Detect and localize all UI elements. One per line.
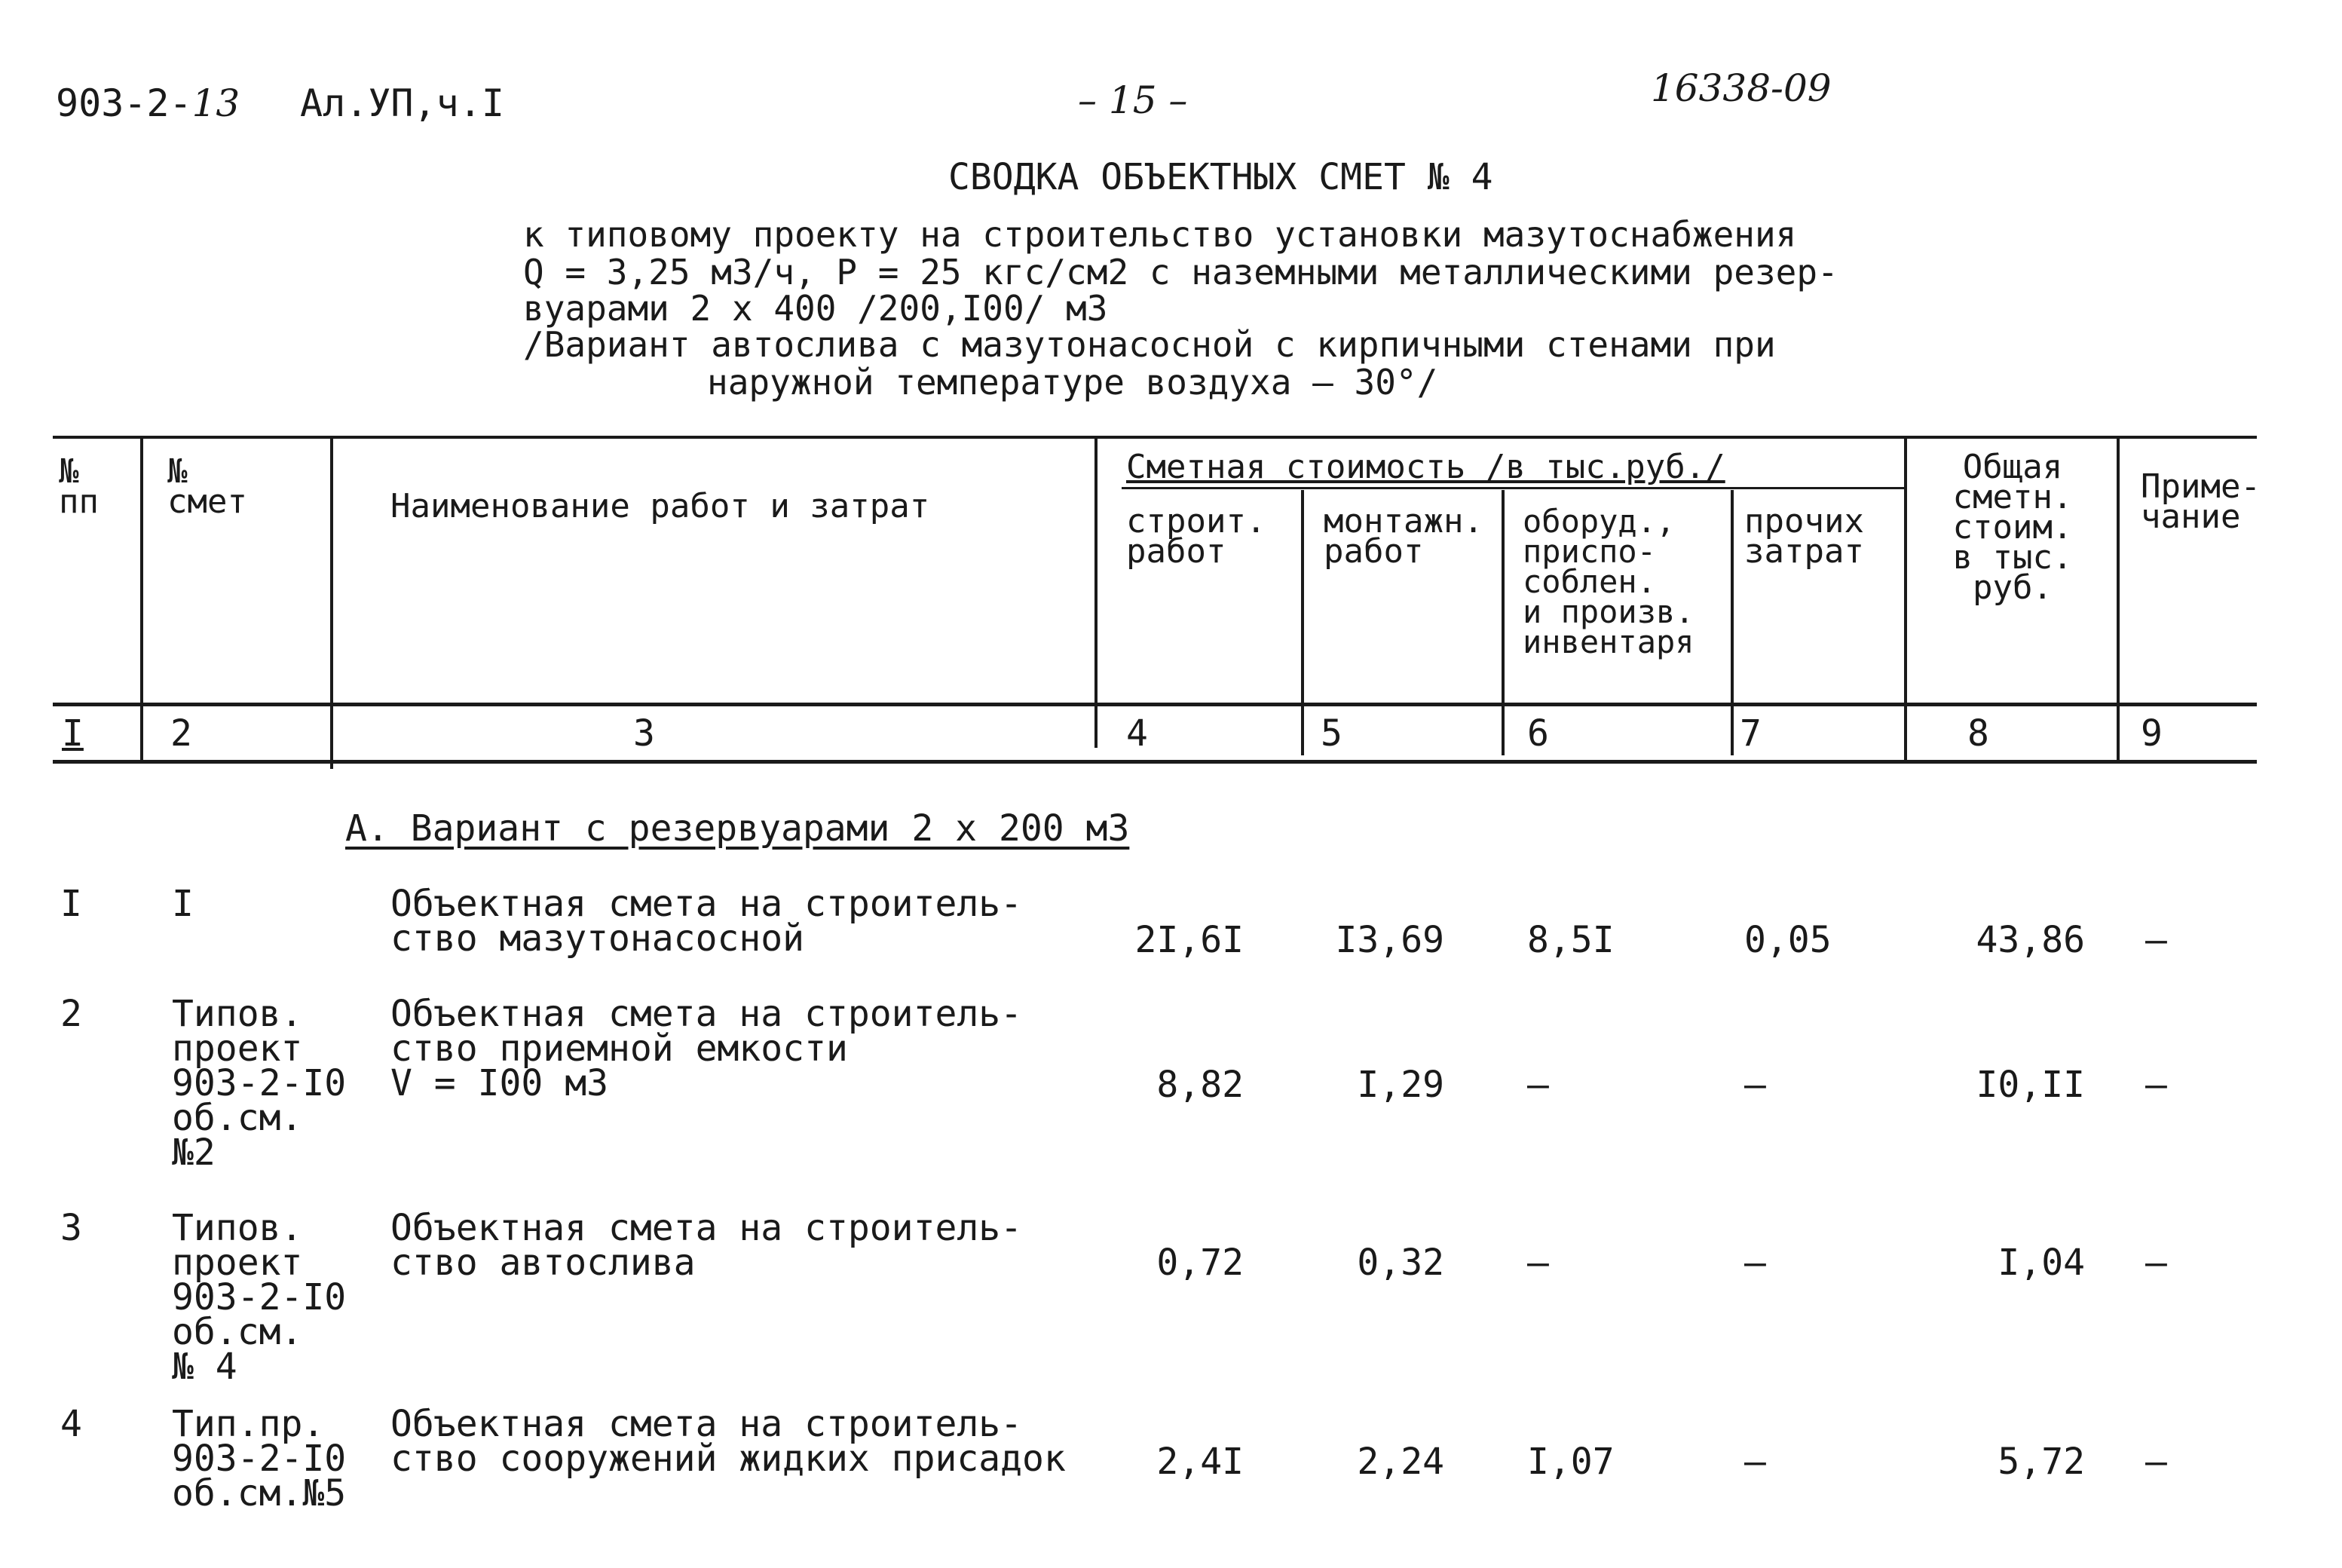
album-reference: Ал.УП,ч.I <box>300 81 504 125</box>
column-numbers-bottom-border <box>53 760 2257 764</box>
column-number-9: 9 <box>2141 712 2163 755</box>
column-divider <box>2117 437 2120 760</box>
header-total-cost: Общая сметн. стоим. в тыс. руб. <box>1952 448 2073 607</box>
row-1-equipment: 8,5I <box>1527 919 1615 961</box>
column-divider <box>330 437 333 769</box>
row-4-total: 5,72 <box>1998 1441 2085 1483</box>
row-3-name: Объектная смета на строитель- ство автослива <box>390 1207 1023 1284</box>
subtitle-line-1: к типовому проекту на строительство установки мазутоснабжения <box>523 214 1797 255</box>
column-number-1: I <box>62 712 84 755</box>
section-title <box>345 807 1130 850</box>
column-number-5: 5 <box>1321 712 1342 755</box>
row-3-note: – <box>2145 1242 2167 1284</box>
row-1-name: Объектная смета на строитель- ство мазутонасосной <box>390 883 1023 960</box>
row-2-installation: I,29 <box>1357 1064 1444 1106</box>
row-4-name: Объектная смета на строитель- ство сооружений жидких присадок <box>390 1403 1066 1480</box>
page-title: СВОДКА ОБЪЕКТНЫХ СМЕТ № 4 <box>948 156 1493 198</box>
row-2-estimate: Типов. проект 903-2-I0 об.см. №2 <box>172 993 347 1174</box>
header-row-number: № пп <box>59 452 99 521</box>
column-number-2: 2 <box>170 712 192 755</box>
header-installation-works: монтажн. работ <box>1324 502 1483 571</box>
column-divider <box>1904 437 1907 763</box>
column-number-8: 8 <box>1967 712 1989 755</box>
row-1-total: 43,86 <box>1976 919 2085 961</box>
column-divider <box>1731 490 1734 755</box>
column-divider <box>140 437 143 763</box>
page-number: – 15 – <box>1078 78 1188 122</box>
row-2-total: I0,II <box>1976 1064 2085 1106</box>
row-2-construction: 8,82 <box>1156 1064 1244 1106</box>
row-3-equipment: – <box>1527 1242 1549 1284</box>
header-work-name: Наименование работ и затрат <box>390 487 930 525</box>
row-3-other: – <box>1744 1242 1766 1284</box>
column-divider <box>1094 437 1098 748</box>
row-4-note: – <box>2145 1441 2167 1483</box>
row-2-note: – <box>2145 1064 2167 1106</box>
row-3-estimate: Типов. проект 903-2-I0 об.см. № 4 <box>172 1207 347 1388</box>
document-code <box>56 81 240 125</box>
column-divider <box>1502 490 1505 755</box>
row-1-construction: 2I,6I <box>1134 919 1244 961</box>
header-equipment: оборуд., приспо- соблен. и произв. инвентаря <box>1523 503 1695 660</box>
inventory-number: 16338-09 <box>1651 66 1832 110</box>
subtitle-line-2: Q = 3,25 м3/ч, Р = 25 кгс/см2 с наземными металлическими резер- <box>523 252 1838 292</box>
row-2-equipment: – <box>1527 1064 1549 1106</box>
row-2-number: 2 <box>60 993 82 1035</box>
row-3-installation: 0,32 <box>1357 1242 1444 1284</box>
document-code-handwritten: 13 <box>191 81 240 125</box>
header-estimated-cost-group: Сметная стоимость /в тыс.руб./ <box>1126 448 1725 486</box>
row-4-number: 4 <box>60 1403 82 1445</box>
header-bottom-border <box>53 703 2257 706</box>
column-number-3: 3 <box>633 712 655 755</box>
column-number-4: 4 <box>1126 712 1148 755</box>
header-estimate-number: № смет <box>167 452 247 521</box>
row-1-note: – <box>2145 919 2167 961</box>
group-header-underline <box>1122 487 1904 489</box>
column-number-6: 6 <box>1527 712 1549 755</box>
column-divider <box>1301 490 1304 755</box>
header-construction-works: строит. работ <box>1126 502 1266 571</box>
document-code-prefix: 903-2- <box>56 81 192 125</box>
subtitle-line-3: вуарами 2 х 400 /200,I00/ м3 <box>523 288 1108 329</box>
row-4-installation: 2,24 <box>1357 1441 1444 1483</box>
subtitle-line-5: наружной температуре воздуха – 30°/ <box>707 362 1438 403</box>
table-top-border <box>53 436 2257 439</box>
row-3-number: 3 <box>60 1207 82 1249</box>
row-4-construction: 2,4I <box>1156 1441 1244 1483</box>
column-number-7: 7 <box>1740 712 1762 755</box>
row-2-other: – <box>1744 1064 1766 1106</box>
row-4-other: – <box>1744 1441 1766 1483</box>
row-4-estimate: Тип.пр. 903-2-I0 об.см.№5 <box>172 1403 347 1514</box>
header-other-costs: прочих затрат <box>1744 502 1864 571</box>
row-1-installation: I3,69 <box>1335 919 1444 961</box>
row-3-construction: 0,72 <box>1156 1242 1244 1284</box>
row-4-equipment: I,07 <box>1527 1441 1615 1483</box>
header-note: Приме- чание <box>2141 467 2261 536</box>
row-2-name: Объектная смета на строитель- ство приемной емкости V = I00 м3 <box>390 993 1023 1104</box>
row-1-estimate: I <box>172 883 194 925</box>
section-title-text: А. Вариант с резервуарами 2 х 200 м3 <box>345 807 1130 850</box>
row-1-number: I <box>60 883 82 925</box>
subtitle-line-4: /Вариант автослива с мазутонасосной с кирпичными стенами при <box>523 324 1776 365</box>
row-3-total: I,04 <box>1998 1242 2085 1284</box>
row-1-other: 0,05 <box>1744 919 1832 961</box>
